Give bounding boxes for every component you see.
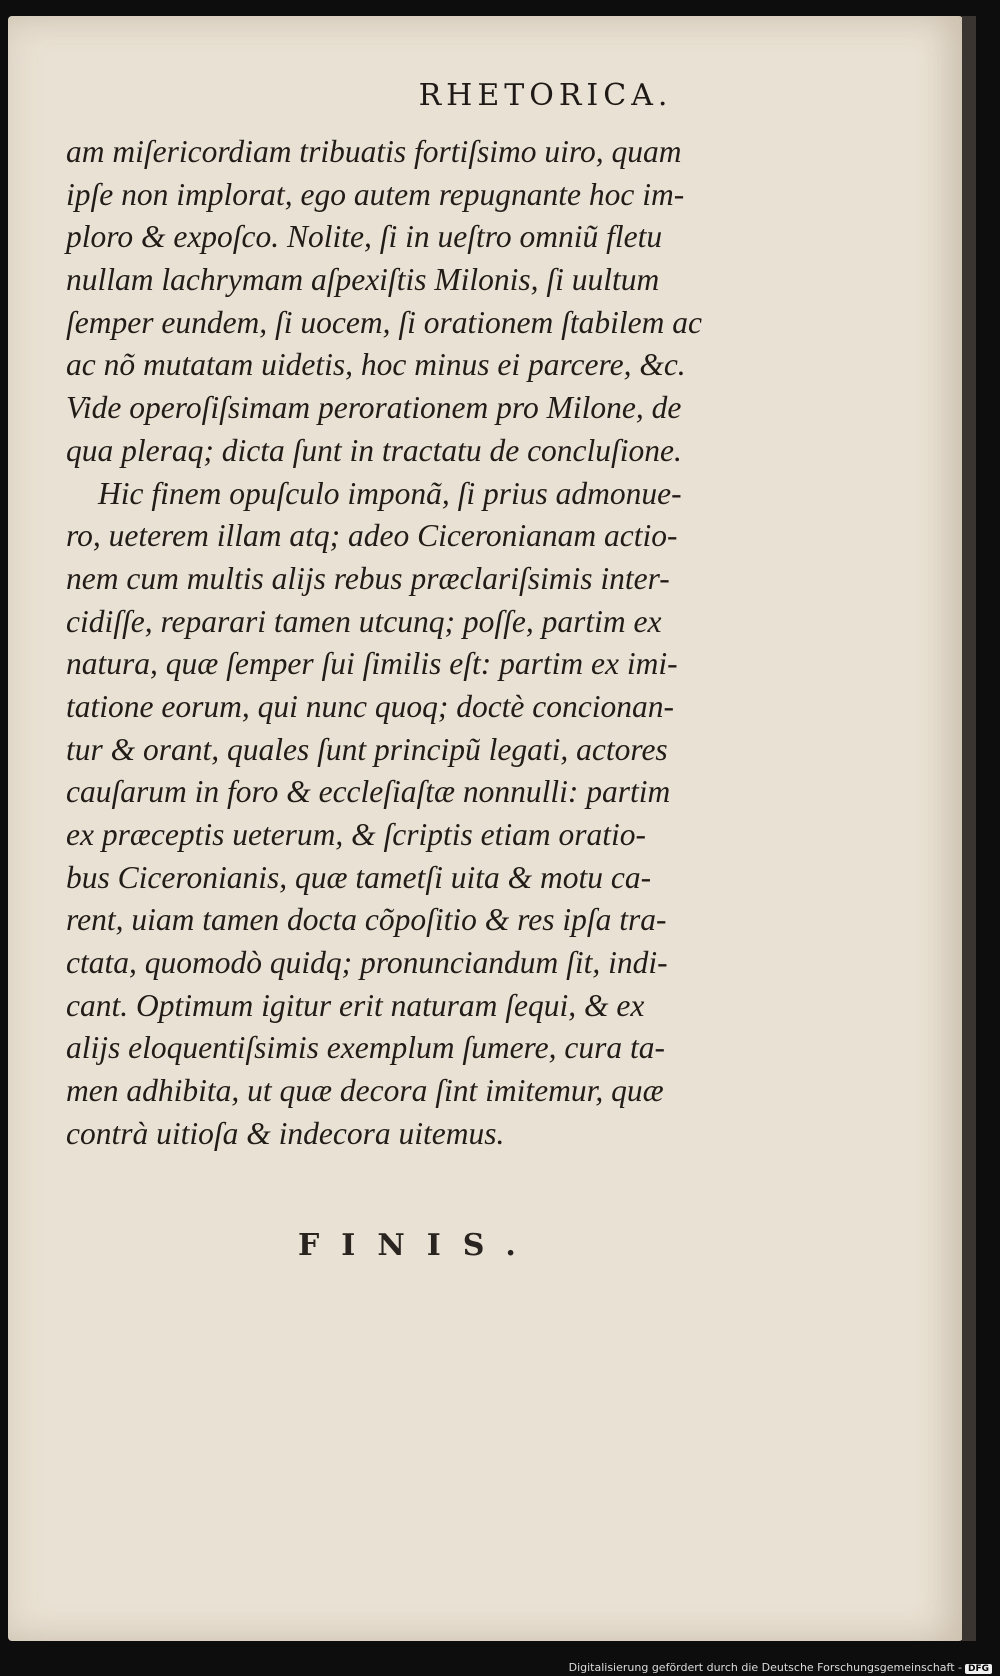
text-line: cidiſſe, reparari tamen utcunq; poſſe, partim ex — [66, 603, 662, 639]
body-text — [66, 131, 746, 1156]
text-line: ex præceptis ueterum, & ſcriptis etiam oratio- — [66, 817, 647, 852]
dfg-logo: DFG — [965, 1664, 992, 1674]
digitization-credit — [569, 1661, 992, 1674]
text-line: bus Ciceronianis, quæ tametſi uita & motu ca- — [66, 859, 652, 895]
text-line: tur & orant, quales ſunt principũ legati, actores — [66, 731, 668, 767]
text-line: tatione eorum, qui nunc quoq; doctè concionan- — [66, 688, 674, 724]
book-page — [8, 16, 963, 1641]
running-head: RHETORICA. — [418, 78, 673, 113]
finis-mark: FINIS. — [298, 1228, 538, 1263]
text-line: cauſarum in foro & eccleſiaſtæ nonnulli: partim — [66, 774, 671, 810]
text-line: ctata, quomodò quidq; pronunciandum ſit, indi- — [66, 945, 668, 981]
credit-text: Digitalisierung gefördert durch die Deutsche Forschungsgemeinschaft - — [568, 1661, 962, 1674]
text-line: Hic finem opuſculo imponã, ſi prius admonue- — [98, 475, 682, 511]
text-line: alijs eloquentiſsimis exemplum ſumere, cura ta- — [66, 1030, 665, 1066]
text-line: ploro & expoſco. Nolite, ſi in ueſtro omniũ fletu — [66, 219, 663, 255]
text-line: nem cum multis alijs rebus præclariſsimis inter- — [66, 560, 670, 596]
text-line: natura, quæ ſemper ſui ſimilis eſt: partim ex imi- — [66, 646, 678, 682]
text-line: rent, uiam tamen docta cõpoſitio & res ipſa tra- — [66, 902, 667, 938]
text-line: ac nõ mutatam uidetis, hoc minus ei parcere, &c. — [66, 347, 686, 383]
text-line: nullam lachrymam aſpexiſtis Milonis, ſi uultum — [66, 262, 660, 298]
text-line: contrà uitioſa & indecora uitemus. — [66, 1115, 505, 1151]
text-line: am miſericordiam tribuatis fortiſsimo uiro, quam — [66, 134, 682, 169]
text-line: cant. Optimum igitur erit naturam ſequi, & ex — [66, 987, 645, 1023]
book-edge — [962, 16, 976, 1641]
text-line: ipſe non implorat, ego autem repugnante hoc im- — [66, 176, 685, 212]
text-line: ro, ueterem illam atq; adeo Ciceronianam actio- — [66, 518, 678, 554]
text-line: qua pleraq; dicta ſunt in tractatu de concluſione. — [66, 432, 682, 468]
text-line: ſemper eundem, ſi uocem, ſi orationem ſtabilem ac — [66, 304, 702, 340]
text-line: Vide operoſiſsimam perorationem pro Milone, de — [66, 390, 682, 426]
text-line: men adhibita, ut quæ decora ſint imitemur, quæ — [66, 1073, 664, 1109]
